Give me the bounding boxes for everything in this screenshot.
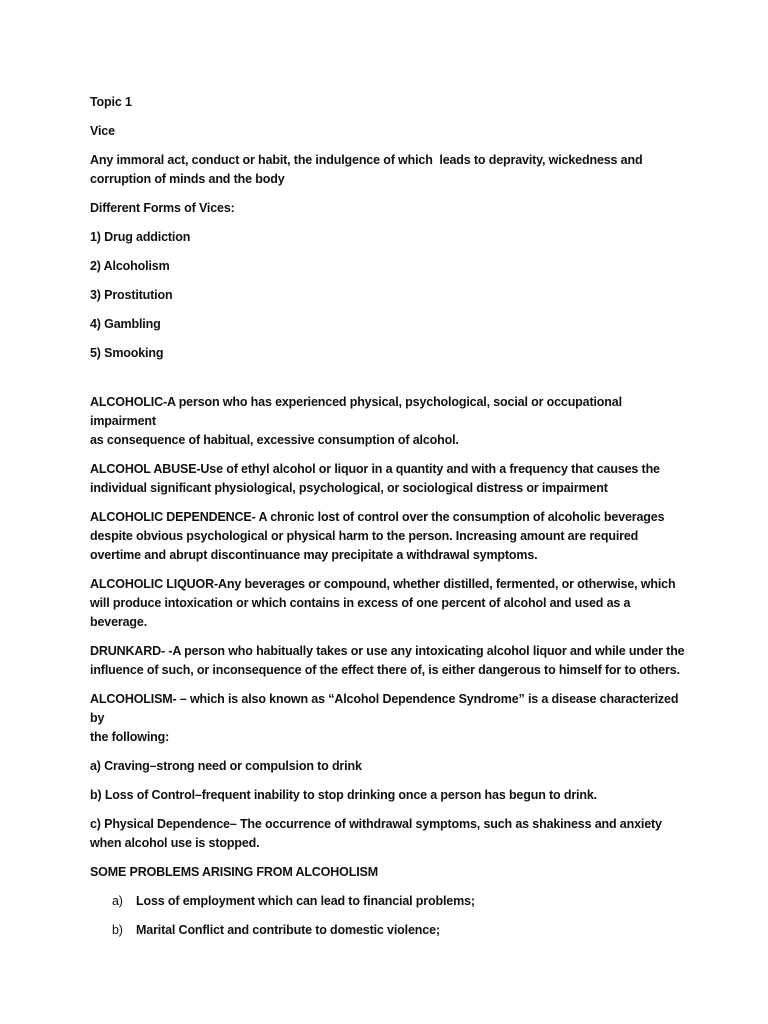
alcoholic-liquor-line-2: will produce intoxication or which contains in excess of one percent of alcohol and used as a — [90, 596, 631, 610]
symptom-physical-dependence-line-1: c) Physical Dependence– The occurrence of withdrawal symptoms, such as shakiness and anxiety — [90, 817, 662, 831]
symptom-physical-dependence-line-2: when alcohol use is stopped. — [90, 836, 260, 850]
form-item-2: 2) Alcoholism — [90, 259, 170, 273]
problem-item-marital-conflict — [90, 921, 690, 940]
alcoholic-definition-line-1: ALCOHOLIC-A person who has experienced physical, psychological, social or occupational impairment — [90, 395, 626, 428]
form-item-1: 1) Drug addiction — [90, 230, 191, 244]
alcoholism-line-2: the following: — [90, 730, 170, 744]
topic-label: Topic 1 — [90, 95, 132, 109]
alcoholic-liquor-line-3: beverage. — [90, 615, 148, 629]
symptom-craving: a) Craving–strong need or compulsion to drink — [90, 759, 362, 773]
problems-heading: SOME PROBLEMS ARISING FROM ALCOHOLISM — [90, 865, 378, 879]
problem-item-employment — [90, 892, 690, 911]
problem-marker: a) — [112, 894, 123, 908]
document-page — [90, 93, 690, 940]
form-item-3: 3) Prostitution — [90, 288, 173, 302]
alcoholic-dependence-line-3: overtime and abrupt discontinuance may precipitate a withdrawal symptoms. — [90, 548, 538, 562]
forms-heading: Different Forms of Vices: — [90, 201, 235, 215]
problem-text: Loss of employment which can lead to financial problems; — [136, 894, 475, 908]
alcoholic-dependence-line-2: despite obvious psychological or physical harm to the person. Increasing amount are required — [90, 529, 639, 543]
form-item-5: 5) Smooking — [90, 346, 164, 360]
drunkard-line-2: influence of such, or inconsequence of the effect there of, is either dangerous to himself for to others. — [90, 663, 680, 677]
symptom-loss-of-control: b) Loss of Control–frequent inability to stop drinking once a person has begun to drink. — [90, 788, 597, 802]
vice-definition-line-2: corruption of minds and the body — [90, 172, 285, 186]
alcoholism-line-1: ALCOHOLISM- – which is also known as “Alcohol Dependence Syndrome” is a disease characterized by — [90, 692, 682, 725]
alcoholic-definition-line-2: as consequence of habitual, excessive consumption of alcohol. — [90, 433, 459, 447]
form-item-4: 4) Gambling — [90, 317, 161, 331]
problem-marker: b) — [112, 923, 123, 937]
alcoholic-dependence-line-1: ALCOHOLIC DEPENDENCE- A chronic lost of control over the consumption of alcoholic beverages — [90, 510, 665, 524]
vice-heading: Vice — [90, 124, 115, 138]
alcoholic-liquor-line-1: ALCOHOLIC LIQUOR-Any beverages or compound, whether distilled, fermented, or otherwise, which — [90, 577, 676, 591]
alcohol-abuse-line-1: ALCOHOL ABUSE-Use of ethyl alcohol or liquor in a quantity and with a frequency that causes the — [90, 462, 660, 476]
problem-text: Marital Conflict and contribute to domestic violence; — [136, 923, 440, 937]
drunkard-line-1: DRUNKARD- -A person who habitually takes or use any intoxicating alcohol liquor and while under the — [90, 644, 685, 658]
alcohol-abuse-line-2: individual significant physiological, psychological, or sociological distress or impairment — [90, 481, 608, 495]
vice-definition-line-1: Any immoral act, conduct or habit, the indulgence of which leads to depravity, wickedness and — [90, 153, 643, 167]
